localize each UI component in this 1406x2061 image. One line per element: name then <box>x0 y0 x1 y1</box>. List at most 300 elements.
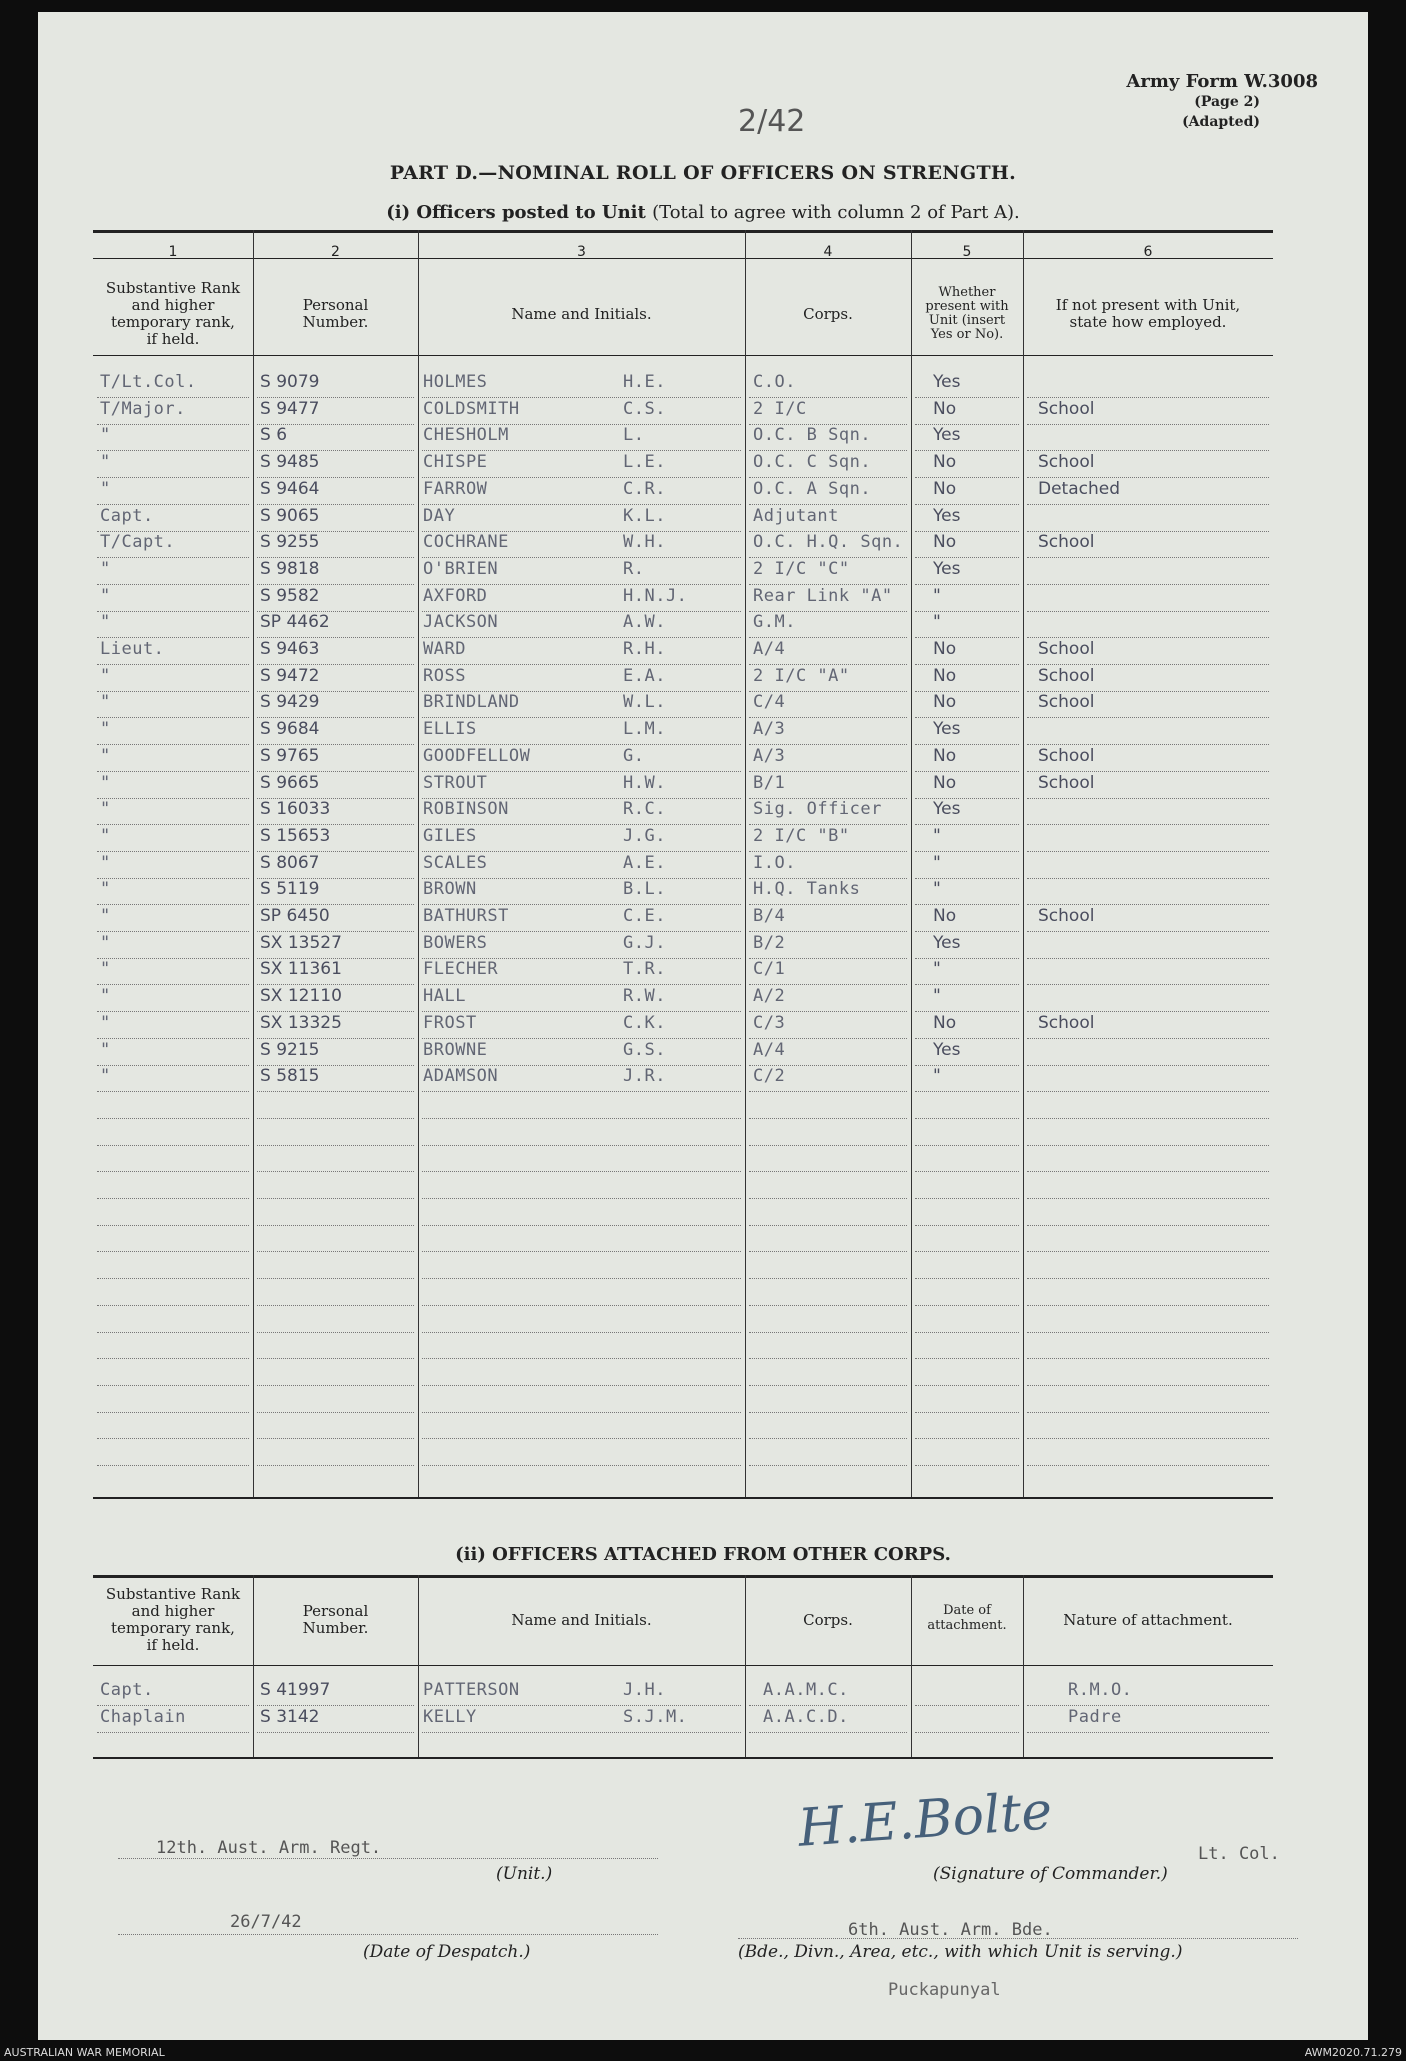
row-initials: A.W. <box>623 612 666 632</box>
row-corps: 2 I/C "B" <box>753 826 850 846</box>
column-number: 3 <box>577 244 586 260</box>
row-dots <box>749 504 907 505</box>
column-header: Name and Initials. <box>511 304 652 323</box>
row-initials: B.L. <box>623 879 666 899</box>
row-dots <box>422 1171 741 1172</box>
row-dots <box>1027 824 1269 825</box>
row-dots <box>422 1705 741 1706</box>
row-dots <box>257 717 414 718</box>
row-dots <box>749 851 907 852</box>
form-page-number: (Page 2) <box>1194 94 1260 110</box>
row-name: BRINDLAND <box>423 692 520 712</box>
row-rank: " <box>100 933 111 953</box>
row-dots <box>422 931 741 932</box>
row-dots <box>1027 1065 1269 1066</box>
column-number: 6 <box>1143 244 1153 260</box>
form-title: PART D.—NOMINAL ROLL OF OFFICERS ON STRENGTH. <box>389 162 1017 184</box>
row-dots <box>1027 1198 1269 1199</box>
row-dots <box>422 664 741 665</box>
row-name: CHISPE <box>423 452 488 472</box>
row-initials: A.E. <box>623 853 666 873</box>
row-employment: School <box>1038 1013 1095 1033</box>
row-corps: O.C. C Sqn. <box>753 452 872 472</box>
row-rank: Capt. <box>100 1680 154 1700</box>
row-initials: L.E. <box>623 452 666 472</box>
row-dots <box>257 1278 414 1279</box>
row-dots <box>1027 450 1269 451</box>
row-corps: C/3 <box>753 1013 786 1033</box>
row-present: Yes <box>933 425 961 445</box>
row-dots <box>1027 851 1269 852</box>
row-dots <box>915 397 1019 398</box>
row-present: Yes <box>933 506 961 526</box>
row-dots <box>257 1705 414 1706</box>
row-dots <box>749 904 907 905</box>
row-dots <box>257 1198 414 1199</box>
row-name: GILES <box>423 826 477 846</box>
row-initials: C.K. <box>623 1013 666 1033</box>
row-dots <box>257 1011 414 1012</box>
row-dots <box>915 691 1019 692</box>
row-dots <box>422 984 741 985</box>
row-present: Yes <box>933 559 961 579</box>
bde-caption: (Bde., Divn., Area, etc., with which Unit is serving.) <box>738 1942 1183 1962</box>
row-dots <box>1027 1038 1269 1039</box>
row-dots <box>1027 1118 1269 1119</box>
credit-right: AWM2020.71.279 <box>1304 2046 1402 2059</box>
row-dots <box>257 744 414 745</box>
row-dots <box>915 1145 1019 1146</box>
row-dots <box>257 450 414 451</box>
row-personal-number: S 9582 <box>260 586 320 606</box>
row-present: No <box>933 399 957 419</box>
row-dots <box>915 611 1019 612</box>
row-rank: Lieut. <box>100 639 165 659</box>
row-dots <box>915 1225 1019 1226</box>
column-header: Corps. <box>803 1610 853 1629</box>
row-corps: 2 I/C "A" <box>753 666 850 686</box>
commander-signature: H.E.Bolte <box>796 1781 1054 1859</box>
table1-column-divider <box>745 230 746 1497</box>
row-dots <box>97 664 249 665</box>
row-dots <box>257 851 414 852</box>
row-dots <box>915 958 1019 959</box>
row-present: No <box>933 692 957 712</box>
row-dots <box>257 1358 414 1359</box>
table2-column-divider <box>1023 1575 1024 1757</box>
row-dots <box>422 1011 741 1012</box>
row-dots <box>915 1465 1019 1466</box>
row-dots <box>749 1091 907 1092</box>
signature-suffix: Lt. Col. <box>1198 1844 1280 1864</box>
row-personal-number: SX 11361 <box>260 959 342 979</box>
table2-column-divider <box>745 1575 746 1757</box>
row-name: ROBINSON <box>423 799 509 819</box>
row-personal-number: S 9464 <box>260 479 320 499</box>
row-personal-number: S 9684 <box>260 719 320 739</box>
row-initials: R.C. <box>623 799 666 819</box>
row-dots <box>1027 984 1269 985</box>
row-dots <box>1027 1225 1269 1226</box>
column-header: Personal Number. <box>302 1602 369 1637</box>
row-dots <box>97 1278 249 1279</box>
row-initials: L.M. <box>623 719 666 739</box>
row-name: ADAMSON <box>423 1066 499 1086</box>
row-dots <box>915 1198 1019 1199</box>
row-corps: A.A.M.C. <box>763 1680 849 1700</box>
row-present: Yes <box>933 372 961 392</box>
row-dots <box>97 771 249 772</box>
row-dots <box>915 851 1019 852</box>
row-dots <box>97 1091 249 1092</box>
row-dots <box>97 1385 249 1386</box>
row-dots <box>915 1251 1019 1252</box>
row-dots <box>915 717 1019 718</box>
row-dots <box>1027 1145 1269 1146</box>
row-rank: " <box>100 612 111 632</box>
row-personal-number: S 16033 <box>260 799 331 819</box>
row-dots <box>749 1011 907 1012</box>
row-name: GOODFELLOW <box>423 746 531 766</box>
row-corps: A/3 <box>753 719 786 739</box>
column-header: Nature of attachment. <box>1063 1610 1233 1629</box>
table1-top-rule <box>93 230 1273 233</box>
row-corps: H.Q. Tanks <box>753 879 861 899</box>
row-present: " <box>933 853 941 873</box>
row-initials: K.L. <box>623 506 666 526</box>
row-dots <box>1027 1278 1269 1279</box>
row-personal-number: S 5119 <box>260 879 320 899</box>
row-dots <box>749 1705 907 1706</box>
row-dots <box>1027 1465 1269 1466</box>
row-dots <box>97 878 249 879</box>
table1-column-divider <box>253 230 254 1497</box>
row-dots <box>1027 1305 1269 1306</box>
row-present: " <box>933 586 941 606</box>
row-dots <box>1027 1358 1269 1359</box>
row-initials: J.R. <box>623 1066 666 1086</box>
row-dots <box>915 904 1019 905</box>
row-initials: H.W. <box>623 773 666 793</box>
row-dots <box>915 1358 1019 1359</box>
row-dots <box>749 1225 907 1226</box>
row-dots <box>257 984 414 985</box>
row-dots <box>1027 504 1269 505</box>
row-name: COCHRANE <box>423 532 509 552</box>
row-dots <box>915 1065 1019 1066</box>
row-dots <box>422 1198 741 1199</box>
row-dots <box>422 584 741 585</box>
row-rank: " <box>100 906 111 926</box>
row-dots <box>97 504 249 505</box>
table1-column-divider <box>911 230 912 1497</box>
row-dots <box>1027 664 1269 665</box>
row-nature: R.M.O. <box>1068 1680 1133 1700</box>
row-dots <box>915 1278 1019 1279</box>
row-rank: " <box>100 452 111 472</box>
row-dots <box>422 717 741 718</box>
row-dots <box>97 450 249 451</box>
row-dots <box>1027 1438 1269 1439</box>
row-personal-number: S 9065 <box>260 506 320 526</box>
row-name: STROUT <box>423 773 488 793</box>
row-dots <box>915 584 1019 585</box>
row-dots <box>97 1438 249 1439</box>
column-number: 1 <box>168 244 178 260</box>
row-dots <box>749 664 907 665</box>
row-dots <box>97 1198 249 1199</box>
row-personal-number: SX 13325 <box>260 1013 342 1033</box>
row-dots <box>97 1705 249 1706</box>
row-dots <box>422 1332 741 1333</box>
row-dots <box>915 1091 1019 1092</box>
row-name: BROWNE <box>423 1040 488 1060</box>
row-dots <box>422 1251 741 1252</box>
row-dots <box>422 904 741 905</box>
row-dots <box>1027 477 1269 478</box>
row-present: " <box>933 879 941 899</box>
form-page <box>38 12 1368 2040</box>
row-initials: L. <box>623 425 645 445</box>
row-name: FLECHER <box>423 959 499 979</box>
row-name: KELLY <box>423 1707 477 1727</box>
row-dots <box>257 584 414 585</box>
row-dots <box>1027 397 1269 398</box>
row-employment: School <box>1038 906 1095 926</box>
row-corps: B/2 <box>753 933 786 953</box>
row-dots <box>1027 744 1269 745</box>
row-present: Yes <box>933 933 961 953</box>
row-dots <box>915 557 1019 558</box>
row-dots <box>257 664 414 665</box>
row-initials: W.L. <box>623 692 666 712</box>
table2-top-rule <box>93 1575 1273 1578</box>
row-name: AXFORD <box>423 586 488 606</box>
table2-header-rule <box>93 1665 1273 1666</box>
row-dots <box>1027 1332 1269 1333</box>
row-dots <box>97 584 249 585</box>
row-dots <box>915 824 1019 825</box>
table2-bottom-rule <box>93 1757 1273 1759</box>
row-initials: W.H. <box>623 532 666 552</box>
row-dots <box>257 1438 414 1439</box>
subtitle-rest: (Total to agree with column 2 of Part A). <box>652 202 1020 223</box>
row-personal-number: SP 6450 <box>260 906 330 926</box>
row-employment: School <box>1038 773 1095 793</box>
row-employment: School <box>1038 452 1095 472</box>
row-initials: J.H. <box>623 1680 666 1700</box>
row-name: BATHURST <box>423 906 509 926</box>
row-corps: G.M. <box>753 612 796 632</box>
row-dots <box>97 1065 249 1066</box>
row-dots <box>749 931 907 932</box>
row-dots <box>749 1278 907 1279</box>
form-number: Army Form W.3008 <box>1126 71 1318 92</box>
row-dots <box>1027 798 1269 799</box>
row-name: BROWN <box>423 879 477 899</box>
brigade-value: 6th. Aust. Arm. Bde. <box>848 1920 1053 1940</box>
row-name: BOWERS <box>423 933 488 953</box>
row-rank: T/Major. <box>100 399 186 419</box>
row-name: DAY <box>423 506 456 526</box>
row-dots <box>915 1305 1019 1306</box>
row-dots <box>749 1171 907 1172</box>
row-personal-number: S 5815 <box>260 1066 320 1086</box>
row-dots <box>257 1225 414 1226</box>
row-rank: " <box>100 826 111 846</box>
row-dots <box>257 1038 414 1039</box>
row-dots <box>749 584 907 585</box>
row-dots <box>749 1118 907 1119</box>
row-present: Yes <box>933 799 961 819</box>
row-personal-number: S 15653 <box>260 826 331 846</box>
row-name: ELLIS <box>423 719 477 739</box>
row-corps: Sig. Officer <box>753 799 882 819</box>
row-employment: School <box>1038 746 1095 766</box>
row-dots <box>915 1118 1019 1119</box>
column-header: Substantive Rank and higher temporary rank, if held. <box>105 279 241 348</box>
row-dots <box>1027 931 1269 932</box>
row-dots <box>257 504 414 505</box>
row-dots <box>422 1438 741 1439</box>
row-nature: Padre <box>1068 1707 1122 1727</box>
row-rank: Chaplain <box>100 1707 186 1727</box>
row-initials: G.S. <box>623 1040 666 1060</box>
row-dots <box>915 1385 1019 1386</box>
row-dots <box>422 450 741 451</box>
row-dots <box>749 1251 907 1252</box>
row-name: ROSS <box>423 666 466 686</box>
row-dots <box>257 1251 414 1252</box>
row-corps: B/1 <box>753 773 786 793</box>
row-personal-number: SX 13527 <box>260 933 342 953</box>
row-dots <box>97 1465 249 1466</box>
location-value: Puckapunyal <box>888 1980 1001 2000</box>
row-name: JACKSON <box>423 612 499 632</box>
row-name: PATTERSON <box>423 1680 520 1700</box>
row-dots <box>422 1225 741 1226</box>
unit-value: 12th. Aust. Arm. Regt. <box>156 1838 382 1858</box>
row-dots <box>749 1145 907 1146</box>
row-dots <box>915 984 1019 985</box>
row-dots <box>915 504 1019 505</box>
row-dots <box>97 717 249 718</box>
row-employment: School <box>1038 692 1095 712</box>
row-dots <box>97 1332 249 1333</box>
row-dots <box>257 904 414 905</box>
row-dots <box>749 637 907 638</box>
row-dots <box>97 904 249 905</box>
row-rank: " <box>100 559 111 579</box>
row-dots <box>915 637 1019 638</box>
row-dots <box>915 1011 1019 1012</box>
row-dots <box>97 1305 249 1306</box>
row-dots <box>422 1038 741 1039</box>
row-corps: Adjutant <box>753 506 839 526</box>
row-dots <box>422 1732 741 1733</box>
row-rank: " <box>100 479 111 499</box>
row-dots <box>1027 958 1269 959</box>
column-header: Corps. <box>803 304 853 323</box>
row-dots <box>1027 1732 1269 1733</box>
row-dots <box>1027 1385 1269 1386</box>
row-initials: S.J.M. <box>623 1707 688 1727</box>
row-dots <box>915 1332 1019 1333</box>
row-name: FROST <box>423 1013 477 1033</box>
row-dots <box>915 878 1019 879</box>
row-dots <box>97 1251 249 1252</box>
row-name: CHESHOLM <box>423 425 509 445</box>
row-rank: " <box>100 1040 111 1060</box>
row-personal-number: SP 4462 <box>260 612 330 632</box>
row-dots <box>749 1332 907 1333</box>
row-personal-number: S 9463 <box>260 639 320 659</box>
column-header: If not present with Unit, state how employed. <box>1055 296 1241 331</box>
row-dots <box>97 1118 249 1119</box>
row-dots <box>422 1118 741 1119</box>
row-dots <box>749 1732 907 1733</box>
row-dots <box>97 931 249 932</box>
row-dots <box>915 477 1019 478</box>
row-dots <box>422 1278 741 1279</box>
row-present: " <box>933 1066 941 1086</box>
row-personal-number: S 9472 <box>260 666 320 686</box>
row-dots <box>422 1465 741 1466</box>
row-dots <box>915 771 1019 772</box>
row-rank: " <box>100 425 111 445</box>
row-dots <box>749 477 907 478</box>
unit-dots <box>118 1858 658 1859</box>
row-corps: C/4 <box>753 692 786 712</box>
row-personal-number: S 9477 <box>260 399 320 419</box>
row-rank: " <box>100 1066 111 1086</box>
column-header: Substantive Rank and higher temporary rank, if held. <box>105 1585 241 1654</box>
row-dots <box>257 1732 414 1733</box>
row-personal-number: S 9818 <box>260 559 320 579</box>
date-caption: (Date of Despatch.) <box>363 1942 531 1962</box>
row-personal-number: S 9429 <box>260 692 320 712</box>
row-dots <box>422 824 741 825</box>
row-corps: Rear Link "A" <box>753 586 893 606</box>
row-corps: A/2 <box>753 986 786 1006</box>
row-dots <box>422 1305 741 1306</box>
row-present: Yes <box>933 719 961 739</box>
row-name: FARROW <box>423 479 488 499</box>
row-dots <box>97 397 249 398</box>
form-subtitle <box>38 202 1368 223</box>
row-personal-number: S 8067 <box>260 853 320 873</box>
row-corps: O.C. A Sqn. <box>753 479 872 499</box>
row-dots <box>97 1145 249 1146</box>
row-dots <box>97 744 249 745</box>
row-present: " <box>933 612 941 632</box>
credit-left: AUSTRALIAN WAR MEMORIAL <box>4 2046 165 2059</box>
row-dots <box>749 771 907 772</box>
row-rank: T/Lt.Col. <box>100 372 197 392</box>
row-dots <box>422 397 741 398</box>
table1-bottom-rule <box>93 1497 1273 1499</box>
row-dots <box>915 931 1019 932</box>
row-personal-number: S 9215 <box>260 1040 320 1060</box>
row-dots <box>422 477 741 478</box>
row-dots <box>97 1038 249 1039</box>
row-initials: G.J. <box>623 933 666 953</box>
row-dots <box>422 637 741 638</box>
row-rank: T/Capt. <box>100 532 176 552</box>
row-initials: H.N.J. <box>623 586 688 606</box>
row-dots <box>749 1412 907 1413</box>
row-employment: School <box>1038 399 1095 419</box>
